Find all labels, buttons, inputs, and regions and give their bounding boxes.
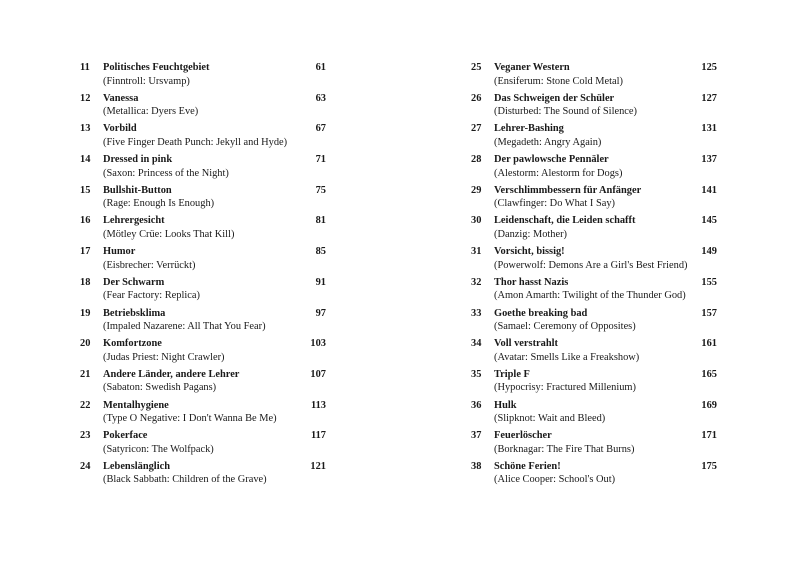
page-number: 169 [701, 399, 717, 411]
chapter-number: 36 [471, 399, 482, 411]
chapter-song: (Ensiferum: Stone Cold Metal) [494, 75, 623, 87]
chapter-number: 18 [80, 276, 91, 288]
chapter-title: Lehrer-Bashing [494, 123, 564, 135]
chapter-title: Verschlimmbessern für Anfänger [494, 184, 642, 196]
chapter-number: 35 [471, 368, 482, 380]
chapter-title: Schöne Ferien! [494, 460, 561, 472]
chapter-number: 16 [80, 215, 91, 227]
toc-entry [80, 122, 326, 153]
toc-entry [80, 368, 326, 399]
page-number: 131 [701, 123, 717, 135]
toc-entry [80, 184, 326, 215]
chapter-number: 20 [80, 338, 91, 350]
chapter-title: Voll verstrahlt [494, 338, 558, 350]
toc-entry [80, 429, 326, 460]
toc-entry [80, 399, 326, 430]
chapter-title: Dressed in pink [103, 154, 173, 166]
toc-entry [80, 276, 326, 307]
chapter-song: (Sabaton: Swedish Pagans) [103, 382, 217, 394]
toc-entry [471, 368, 717, 399]
toc-column-right [471, 61, 717, 491]
chapter-title: Andere Länder, andere Lehrer [103, 368, 240, 380]
toc-entry [471, 276, 717, 307]
page-number: 127 [701, 92, 717, 104]
chapter-song: (Samael: Ceremony of Opposites) [494, 321, 636, 332]
chapter-number: 33 [471, 307, 482, 319]
chapter-song: (Megadeth: Angry Again) [494, 136, 602, 148]
page-number: 97 [315, 307, 326, 319]
page-number: 117 [310, 430, 326, 442]
chapter-number: 24 [80, 460, 91, 472]
toc-entry [471, 337, 717, 368]
chapter-title: Pokerface [103, 430, 148, 442]
page-number: 155 [701, 276, 717, 288]
toc-entry [471, 307, 717, 338]
toc-column-left [80, 61, 326, 491]
page-number: 61 [315, 62, 326, 73]
chapter-number: 15 [80, 184, 91, 196]
toc-entry [471, 460, 717, 491]
chapter-song: (Finntroll: Ursvamp) [103, 75, 190, 87]
chapter-song: (Alestorm: Alestorm for Dogs) [494, 167, 623, 179]
toc-entry [471, 399, 717, 430]
chapter-title: Lebenslänglich [103, 460, 170, 472]
toc-entry [471, 429, 717, 460]
page-number: 145 [701, 215, 717, 227]
chapter-song: (Danzig: Mother) [494, 228, 567, 240]
toc-entry [471, 184, 717, 215]
chapter-title: Der pawlowsche Pennäler [494, 154, 609, 166]
page-number: 107 [310, 368, 326, 380]
chapter-title: Komfortzone [103, 338, 162, 350]
chapter-title: Vorsicht, bissig! [494, 246, 565, 258]
chapter-number: 12 [80, 92, 91, 104]
chapter-title: Leidenschaft, die Leiden schafft [494, 215, 636, 227]
chapter-song: (Impaled Nazarene: All That You Fear) [103, 321, 266, 332]
chapter-song: (Fear Factory: Replica) [103, 290, 200, 302]
page-number: 85 [315, 246, 326, 258]
chapter-number: 14 [80, 154, 91, 166]
toc-entry [80, 153, 326, 184]
toc-entry [80, 92, 326, 123]
chapter-song: (Judas Priest: Night Crawler) [103, 351, 225, 363]
page-number: 125 [701, 62, 717, 73]
chapter-number: 13 [80, 123, 91, 135]
toc-entry [471, 245, 717, 276]
chapter-title: Humor [103, 246, 136, 258]
chapter-song: (Mötley Crüe: Looks That Kill) [103, 228, 235, 240]
chapter-song: (Hypocrisy: Fractured Millenium) [494, 382, 636, 394]
chapter-number: 38 [471, 460, 482, 472]
chapter-song: (Metallica: Dyers Eve) [103, 106, 199, 118]
chapter-song: (Disturbed: The Sound of Silence) [494, 106, 637, 118]
chapter-song: (Slipknot: Wait and Bleed) [494, 413, 606, 425]
page-number: 113 [310, 399, 326, 411]
chapter-song: (Five Finger Death Punch: Jekyll and Hyde) [103, 136, 288, 148]
page-number: 121 [310, 460, 326, 472]
chapter-number: 19 [80, 307, 91, 319]
chapter-song: (Clawfinger: Do What I Say) [494, 198, 615, 210]
page-number: 91 [315, 276, 326, 288]
chapter-title: Vorbild [103, 123, 137, 135]
chapter-title: Politisches Feuchtgebiet [103, 62, 210, 73]
chapter-title: Bullshit-Button [103, 184, 172, 196]
toc-entry [80, 214, 326, 245]
chapter-number: 23 [80, 430, 91, 442]
chapter-number: 27 [471, 123, 482, 135]
chapter-number: 29 [471, 184, 482, 196]
toc-entry [80, 61, 326, 92]
page-number: 63 [315, 92, 326, 104]
chapter-song: (Saxon: Princess of the Night) [103, 167, 229, 179]
page-number: 137 [701, 154, 717, 166]
chapter-title: Das Schweigen der Schüler [494, 92, 615, 104]
chapter-song: (Powerwolf: Demons Are a Girl's Best Friend) [494, 259, 688, 271]
page-number: 171 [701, 430, 717, 442]
chapter-number: 34 [471, 338, 482, 350]
chapter-title: Triple F [494, 368, 530, 380]
chapter-song: (Eisbrecher: Verrückt) [103, 259, 196, 271]
page-number: 175 [701, 460, 717, 472]
toc-entry [471, 92, 717, 123]
page-number: 81 [315, 215, 326, 227]
chapter-title: Lehrergesicht [103, 215, 165, 227]
chapter-number: 28 [471, 154, 482, 166]
page-number: 103 [310, 338, 326, 350]
chapter-title: Betriebsklima [103, 307, 166, 319]
toc-entry [471, 153, 717, 184]
toc-entry [80, 245, 326, 276]
chapter-number: 31 [471, 246, 482, 258]
page-number: 75 [315, 184, 326, 196]
chapter-title: Veganer Western [494, 62, 570, 73]
chapter-number: 11 [80, 62, 90, 73]
page-number: 161 [701, 338, 717, 350]
toc-entry [80, 307, 326, 338]
chapter-title: Vanessa [103, 92, 139, 104]
chapter-song: (Avatar: Smells Like a Freakshow) [494, 351, 640, 363]
chapter-title: Mentalhygiene [103, 399, 169, 411]
page-number: 141 [701, 184, 717, 196]
chapter-title: Thor hasst Nazis [494, 276, 569, 288]
chapter-number: 30 [471, 215, 482, 227]
chapter-number: 21 [80, 368, 91, 380]
chapter-title: Feuerlöscher [494, 430, 552, 442]
chapter-number: 26 [471, 92, 482, 104]
chapter-number: 22 [80, 399, 91, 411]
toc-entry [80, 460, 326, 491]
chapter-song: (Black Sabbath: Children of the Grave) [103, 474, 267, 486]
toc-entry [471, 122, 717, 153]
page-number: 157 [701, 307, 717, 319]
page-number: 67 [315, 123, 326, 135]
chapter-title: Der Schwarm [103, 276, 165, 288]
chapter-number: 25 [471, 62, 482, 73]
chapter-number: 37 [471, 430, 482, 442]
chapter-song: (Alice Cooper: School's Out) [494, 474, 616, 486]
page-number: 71 [315, 154, 326, 166]
chapter-song: (Type O Negative: I Don't Wanna Be Me) [103, 413, 277, 425]
chapter-song: (Satyricon: The Wolfpack) [103, 443, 214, 455]
page-number: 165 [701, 368, 717, 380]
chapter-song: (Amon Amarth: Twilight of the Thunder God) [494, 290, 686, 302]
chapter-song: (Rage: Enough Is Enough) [103, 198, 215, 210]
chapter-number: 32 [471, 276, 482, 288]
chapter-title: Goethe breaking bad [494, 307, 588, 319]
page-number: 149 [701, 246, 717, 258]
toc-entry [471, 214, 717, 245]
chapter-number: 17 [80, 246, 91, 258]
toc-entry [471, 61, 717, 92]
chapter-song: (Borknagar: The Fire That Burns) [494, 443, 635, 455]
chapter-title: Hulk [494, 399, 517, 411]
toc-entry [80, 337, 326, 368]
